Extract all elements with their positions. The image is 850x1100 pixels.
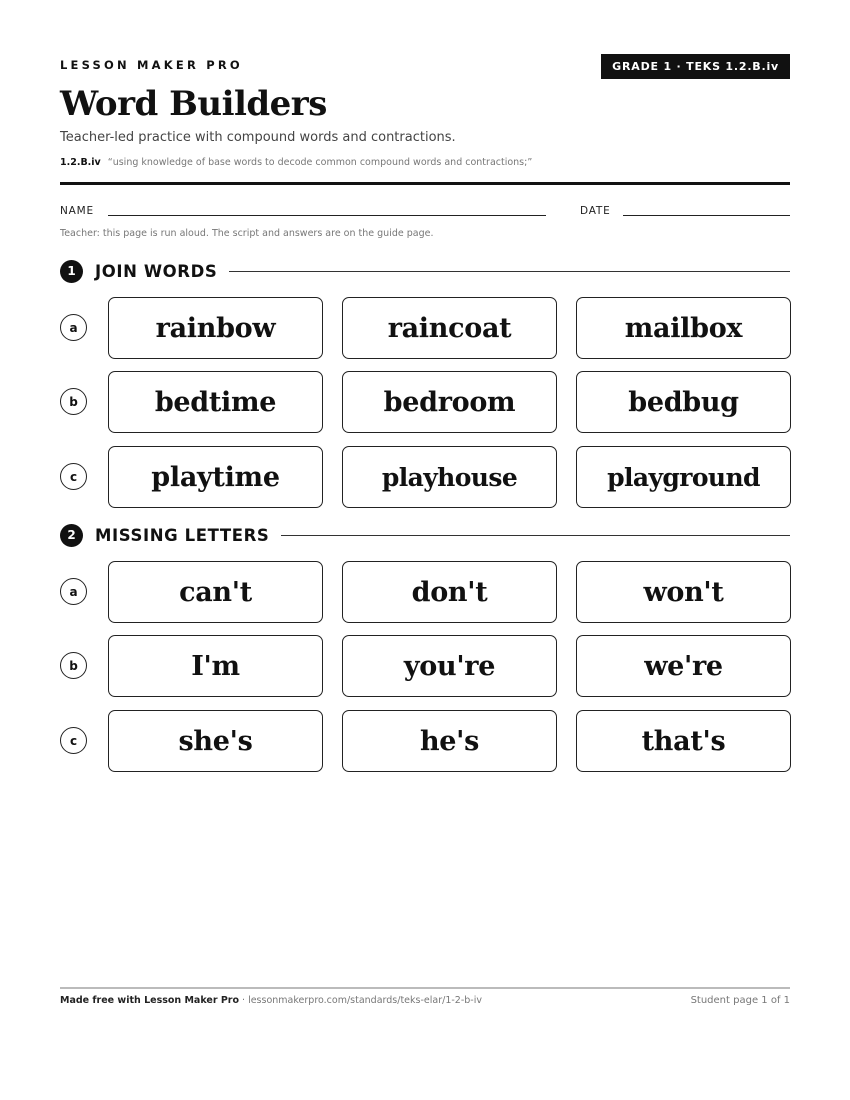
word-card: don't	[342, 561, 557, 623]
row-letter: b	[60, 388, 87, 415]
row-letter: b	[60, 652, 87, 679]
section-missing-letters	[60, 523, 790, 547]
standard-code: 1.2.B.iv	[60, 157, 101, 168]
name-label: NAME	[60, 205, 94, 217]
row-letter: a	[60, 578, 87, 605]
row-letter: a	[60, 314, 87, 341]
word-card: she's	[108, 710, 323, 772]
word-card: can't	[108, 561, 323, 623]
row-letter: c	[60, 463, 87, 490]
section-title: MISSING LETTERS	[95, 525, 270, 545]
section-divider	[229, 271, 790, 272]
word-card: mailbox	[576, 297, 791, 359]
date-field[interactable]	[623, 215, 790, 216]
footer-page-info: Student page 1 of 1	[690, 995, 790, 1006]
footer-url[interactable]: lessonmakerpro.com/standards/teks-elar/1-2-b-iv	[248, 995, 482, 1006]
word-card: playtime	[108, 446, 323, 508]
footer-divider	[60, 987, 790, 989]
word-card: playground	[576, 446, 791, 508]
section-number: 2	[60, 524, 83, 547]
teacher-note: Teacher: this page is run aloud. The script and answers are on the guide page.	[60, 228, 434, 239]
page-subtitle: Teacher-led practice with compound words and contractions.	[60, 130, 456, 145]
row-letter: c	[60, 727, 87, 754]
section-divider	[281, 535, 790, 536]
footer-made-with: Made free with Lesson Maker Pro	[60, 995, 240, 1006]
word-card: bedtime	[108, 371, 323, 433]
footer-credit	[60, 995, 482, 1006]
page-title: Word Builders	[60, 84, 327, 124]
section-join-words	[60, 259, 790, 283]
word-card: I'm	[108, 635, 323, 697]
name-field[interactable]	[108, 215, 546, 216]
word-card: he's	[342, 710, 557, 772]
word-card: you're	[342, 635, 557, 697]
date-label: DATE	[580, 205, 611, 217]
section-number: 1	[60, 260, 83, 283]
word-card: we're	[576, 635, 791, 697]
word-card: raincoat	[342, 297, 557, 359]
standard-line	[60, 157, 532, 168]
word-card: won't	[576, 561, 791, 623]
word-card: rainbow	[108, 297, 323, 359]
brand-name: LESSON MAKER PRO	[60, 58, 243, 72]
word-card: that's	[576, 710, 791, 772]
word-card: bedbug	[576, 371, 791, 433]
word-card: playhouse	[342, 446, 557, 508]
worksheet-page	[60, 0, 790, 1100]
word-card: bedroom	[342, 371, 557, 433]
standard-text: “using knowledge of base words to decode common compound words and contractions;”	[107, 157, 533, 168]
section-title: JOIN WORDS	[95, 261, 218, 281]
header-divider	[60, 182, 790, 185]
footer-separator: ·	[239, 995, 249, 1006]
grade-badge: GRADE 1 · TEKS 1.2.B.iv	[601, 54, 790, 79]
